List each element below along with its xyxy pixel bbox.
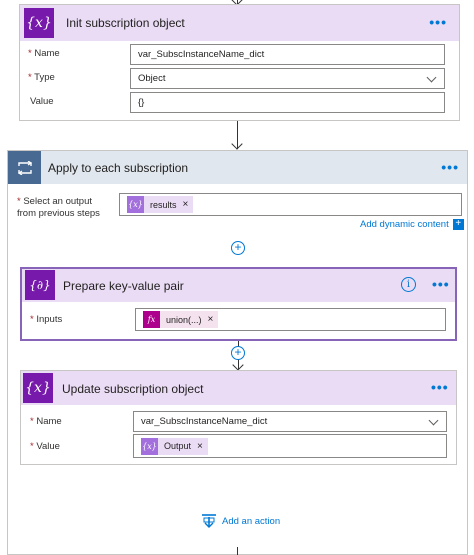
- type-dropdown[interactable]: [130, 68, 445, 89]
- card-header[interactable]: [21, 371, 456, 405]
- add-icon[interactable]: +: [453, 219, 464, 230]
- compose-card[interactable]: {∂} Prepare key-value pair i ••• * Inputs fx union(...) ×: [20, 267, 457, 341]
- card-title: Init subscription object: [66, 16, 185, 30]
- variable-icon: {x}: [24, 8, 54, 38]
- loop-header[interactable]: [8, 151, 467, 184]
- name-label: Name: [34, 48, 60, 59]
- card-title: Update subscription object: [62, 382, 204, 396]
- arrow-down-icon: [231, 138, 242, 149]
- value-field[interactable]: [133, 434, 447, 458]
- chevron-down-icon: [427, 73, 437, 83]
- type-value: Object: [138, 73, 166, 84]
- type-label: Type: [34, 72, 55, 83]
- remove-token-icon[interactable]: ×: [182, 199, 189, 210]
- set-variable-card[interactable]: {x} Update subscription object ••• * Name var_SubscInstanceName_dict * Value {x} Output ×: [20, 370, 457, 465]
- more-options-button[interactable]: •••: [441, 159, 459, 175]
- apply-to-each-container[interactable]: Apply to each subscription ••• * Select an output from previous steps {x} results × Add dynamic content + + {∂} Prepare key-value pair i ••• * Inputs fx union(...) × + {x} Update subscription object ••• * Name var_SubscInstanceName_dict * Value {x} Output × Add an action: [7, 150, 468, 555]
- variable-icon: {x}: [23, 373, 53, 403]
- select-output-field[interactable]: [119, 193, 462, 216]
- card-title: Prepare key-value pair: [63, 279, 184, 293]
- dynamic-token[interactable]: [127, 196, 193, 213]
- dynamic-token[interactable]: [141, 438, 208, 455]
- value-field[interactable]: {}: [130, 92, 445, 113]
- select-output-label-line2: from previous steps: [17, 208, 100, 219]
- expression-token[interactable]: [143, 311, 218, 328]
- token-label: Output: [164, 441, 192, 451]
- name-value: var_SubscInstanceName_dict: [141, 416, 268, 427]
- insert-step-button[interactable]: +: [231, 241, 245, 255]
- more-options-button[interactable]: •••: [432, 276, 450, 292]
- fx-icon: fx: [143, 311, 160, 328]
- variable-icon: {x}: [141, 438, 158, 455]
- info-icon[interactable]: i: [401, 277, 416, 292]
- add-dynamic-content-link[interactable]: Add dynamic content: [360, 219, 449, 230]
- name-field[interactable]: var_SubscInstanceName_dict: [130, 44, 445, 65]
- token-label: results: [150, 199, 177, 210]
- loop-icon: [8, 151, 41, 184]
- variable-icon: {x}: [127, 196, 144, 213]
- inputs-field[interactable]: [135, 308, 446, 331]
- chevron-down-icon: [429, 416, 439, 426]
- add-action-icon: [201, 513, 217, 529]
- remove-token-icon[interactable]: ×: [197, 440, 203, 452]
- add-action-label: Add an action: [222, 515, 281, 527]
- value-label: Value: [36, 441, 60, 452]
- add-action-button[interactable]: [201, 513, 280, 529]
- value-label: Value: [30, 96, 54, 107]
- name-dropdown[interactable]: [133, 411, 447, 432]
- card-header[interactable]: [20, 5, 459, 41]
- variable-icon: {∂}: [25, 270, 55, 300]
- select-output-label: Select an output: [23, 196, 93, 207]
- name-label: Name: [36, 416, 62, 427]
- inputs-label: Inputs: [36, 314, 63, 325]
- remove-token-icon[interactable]: ×: [207, 314, 214, 325]
- init-variable-card[interactable]: {x} Init subscription object ••• * Name var_SubscInstanceName_dict * Type Object Value {}: [19, 4, 460, 121]
- card-header[interactable]: [22, 269, 455, 302]
- more-options-button[interactable]: •••: [429, 14, 447, 30]
- loop-title: Apply to each subscription: [48, 161, 189, 175]
- token-label: union(...): [166, 314, 202, 325]
- arrow-down-icon: [232, 359, 243, 370]
- more-options-button[interactable]: •••: [431, 379, 449, 395]
- insert-step-button[interactable]: +: [231, 346, 245, 360]
